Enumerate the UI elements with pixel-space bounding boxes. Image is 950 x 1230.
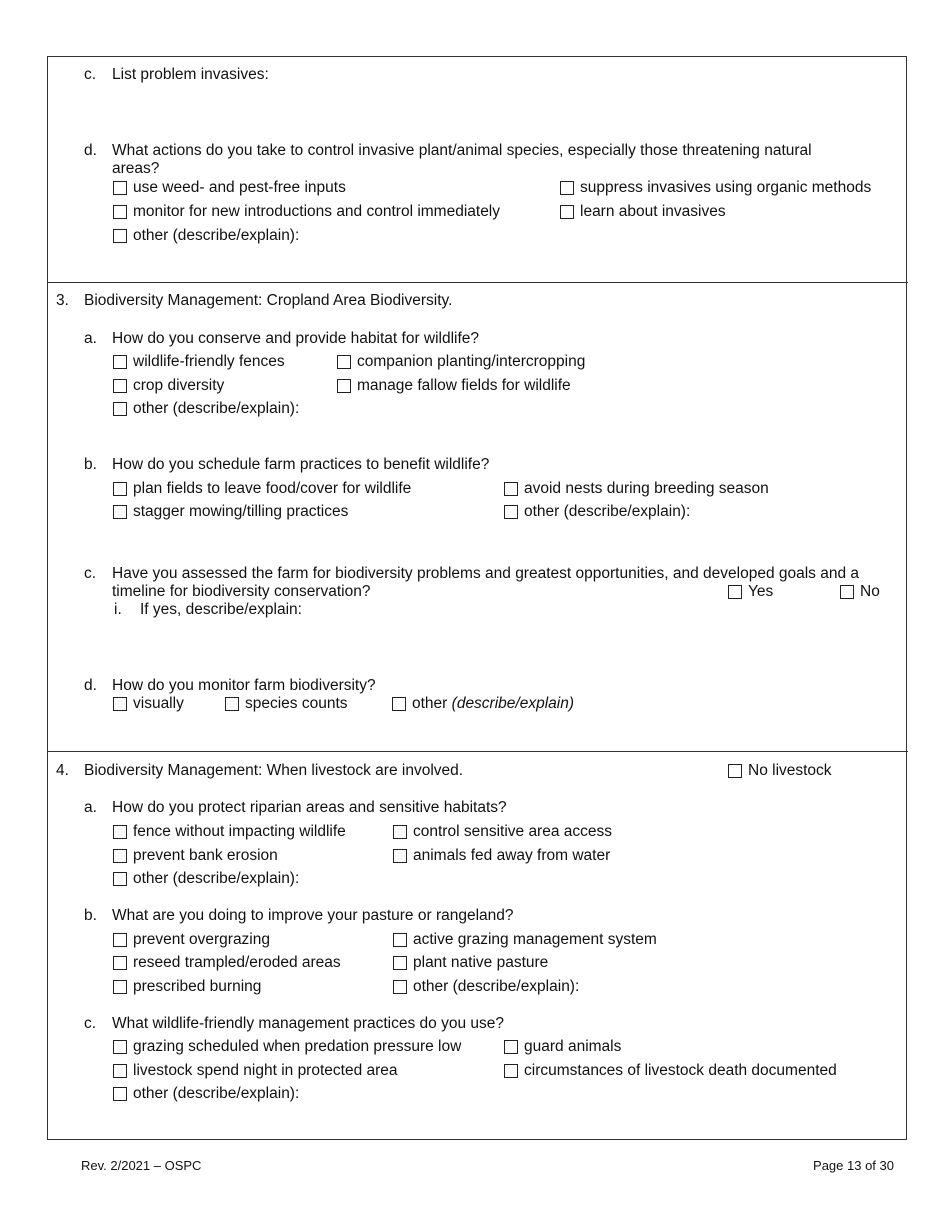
- item-letter: d.: [84, 677, 97, 694]
- sub-item-text: If yes, describe/explain:: [140, 601, 302, 618]
- checkbox-option[interactable]: prevent bank erosion: [113, 847, 278, 865]
- checkbox[interactable]: [393, 825, 407, 839]
- checkbox[interactable]: [560, 181, 574, 195]
- section-title: Biodiversity Management: Cropland Area Biodiversity.: [84, 292, 453, 309]
- item-letter: a.: [84, 799, 97, 816]
- checkbox[interactable]: [113, 181, 127, 195]
- question-text: How do you protect riparian areas and sensitive habitats?: [112, 799, 507, 816]
- question-text: List problem invasives:: [112, 66, 269, 83]
- checkbox[interactable]: [728, 764, 742, 778]
- checkbox[interactable]: [113, 355, 127, 369]
- checkbox-option[interactable]: other (describe/explain):: [113, 227, 299, 245]
- checkbox-option[interactable]: suppress invasives using organic methods: [560, 179, 871, 197]
- checkbox-option[interactable]: livestock spend night in protected area: [113, 1062, 398, 1080]
- item-letter: c.: [84, 66, 97, 83]
- checkbox-option[interactable]: learn about invasives: [560, 203, 726, 221]
- question-text: What actions do you take to control invasive plant/animal species, especially those threatening natural: [112, 142, 812, 159]
- item-letter: c.: [84, 565, 97, 582]
- checkbox[interactable]: [113, 956, 127, 970]
- checkbox[interactable]: [728, 585, 742, 599]
- checkbox-option[interactable]: companion planting/intercropping: [337, 353, 585, 371]
- checkbox-option[interactable]: species counts: [225, 695, 348, 713]
- checkbox-option[interactable]: fence without impacting wildlife: [113, 823, 346, 841]
- checkbox-option[interactable]: plan fields to leave food/cover for wildlife: [113, 480, 411, 498]
- checkbox-option[interactable]: animals fed away from water: [393, 847, 610, 865]
- checkbox-option[interactable]: prescribed burning: [113, 978, 261, 996]
- question-text: areas?: [112, 160, 160, 177]
- checkbox[interactable]: [113, 849, 127, 863]
- checkbox-option[interactable]: control sensitive area access: [393, 823, 612, 841]
- question-text: Have you assessed the farm for biodiversity problems and greatest opportunities, and developed goals and a: [112, 565, 860, 582]
- checkbox-option[interactable]: other (describe/explain):: [113, 1085, 299, 1103]
- checkbox-option[interactable]: use weed- and pest-free inputs: [113, 179, 346, 197]
- checkbox-option[interactable]: other (describe/explain):: [113, 400, 299, 418]
- question-text: How do you monitor farm biodiversity?: [112, 677, 376, 694]
- no-livestock-checkbox[interactable]: No livestock: [728, 762, 832, 780]
- checkbox-option[interactable]: stagger mowing/tilling practices: [113, 503, 348, 521]
- question-text: What wildlife-friendly management practices do you use?: [112, 1015, 504, 1032]
- section-divider: [47, 751, 908, 752]
- checkbox[interactable]: [113, 1040, 127, 1054]
- checkbox[interactable]: [113, 872, 127, 886]
- yes-checkbox[interactable]: Yes: [728, 583, 773, 601]
- checkbox[interactable]: [113, 697, 127, 711]
- checkbox[interactable]: [113, 229, 127, 243]
- checkbox-option[interactable]: circumstances of livestock death documented: [504, 1062, 837, 1080]
- checkbox[interactable]: [113, 505, 127, 519]
- footer-revision: Rev. 2/2021 – OSPC: [81, 1158, 202, 1173]
- checkbox[interactable]: [113, 933, 127, 947]
- checkbox[interactable]: [504, 505, 518, 519]
- checkbox-option[interactable]: prevent overgrazing: [113, 931, 270, 949]
- checkbox-option[interactable]: other (describe/explain): [392, 695, 574, 713]
- question-text: What are you doing to improve your pasture or rangeland?: [112, 907, 514, 924]
- question-text: How do you conserve and provide habitat for wildlife?: [112, 330, 480, 347]
- footer-page-number: Page 13 of 30: [813, 1158, 894, 1173]
- checkbox[interactable]: [504, 482, 518, 496]
- checkbox[interactable]: [393, 956, 407, 970]
- checkbox[interactable]: [840, 585, 854, 599]
- checkbox[interactable]: [337, 355, 351, 369]
- checkbox[interactable]: [225, 697, 239, 711]
- checkbox-option[interactable]: other (describe/explain):: [504, 503, 690, 521]
- item-letter: b.: [84, 456, 97, 473]
- checkbox[interactable]: [504, 1040, 518, 1054]
- checkbox[interactable]: [113, 482, 127, 496]
- checkbox[interactable]: [113, 1087, 127, 1101]
- checkbox[interactable]: [392, 697, 406, 711]
- checkbox[interactable]: [393, 933, 407, 947]
- item-letter: b.: [84, 907, 97, 924]
- item-letter: d.: [84, 142, 97, 159]
- no-checkbox[interactable]: No: [840, 583, 880, 601]
- checkbox[interactable]: [560, 205, 574, 219]
- checkbox[interactable]: [113, 402, 127, 416]
- checkbox-option[interactable]: reseed trampled/eroded areas: [113, 954, 341, 972]
- checkbox[interactable]: [504, 1064, 518, 1078]
- checkbox[interactable]: [113, 379, 127, 393]
- checkbox-option[interactable]: wildlife-friendly fences: [113, 353, 285, 371]
- checkbox-option[interactable]: visually: [113, 695, 184, 713]
- checkbox[interactable]: [113, 980, 127, 994]
- checkbox[interactable]: [393, 849, 407, 863]
- checkbox[interactable]: [337, 379, 351, 393]
- section-divider: [47, 282, 908, 283]
- checkbox[interactable]: [113, 205, 127, 219]
- section-number: 4.: [56, 762, 69, 779]
- section-number: 3.: [56, 292, 69, 309]
- checkbox-option[interactable]: plant native pasture: [393, 954, 548, 972]
- checkbox-option[interactable]: monitor for new introductions and control immediately: [113, 203, 500, 221]
- checkbox-option[interactable]: avoid nests during breeding season: [504, 480, 769, 498]
- question-text: How do you schedule farm practices to benefit wildlife?: [112, 456, 490, 473]
- checkbox-option[interactable]: crop diversity: [113, 377, 224, 395]
- item-letter: c.: [84, 1015, 97, 1032]
- checkbox[interactable]: [113, 1064, 127, 1078]
- checkbox-option[interactable]: guard animals: [504, 1038, 621, 1056]
- checkbox[interactable]: [393, 980, 407, 994]
- item-letter: a.: [84, 330, 97, 347]
- question-text: timeline for biodiversity conservation?: [112, 583, 371, 600]
- checkbox-option[interactable]: grazing scheduled when predation pressure low: [113, 1038, 461, 1056]
- checkbox-option[interactable]: manage fallow fields for wildlife: [337, 377, 571, 395]
- checkbox-option[interactable]: other (describe/explain):: [393, 978, 579, 996]
- sub-item-number: i.: [114, 601, 122, 618]
- checkbox-option[interactable]: active grazing management system: [393, 931, 657, 949]
- checkbox[interactable]: [113, 825, 127, 839]
- checkbox-option[interactable]: other (describe/explain):: [113, 870, 299, 888]
- section-title: Biodiversity Management: When livestock are involved.: [84, 762, 464, 779]
